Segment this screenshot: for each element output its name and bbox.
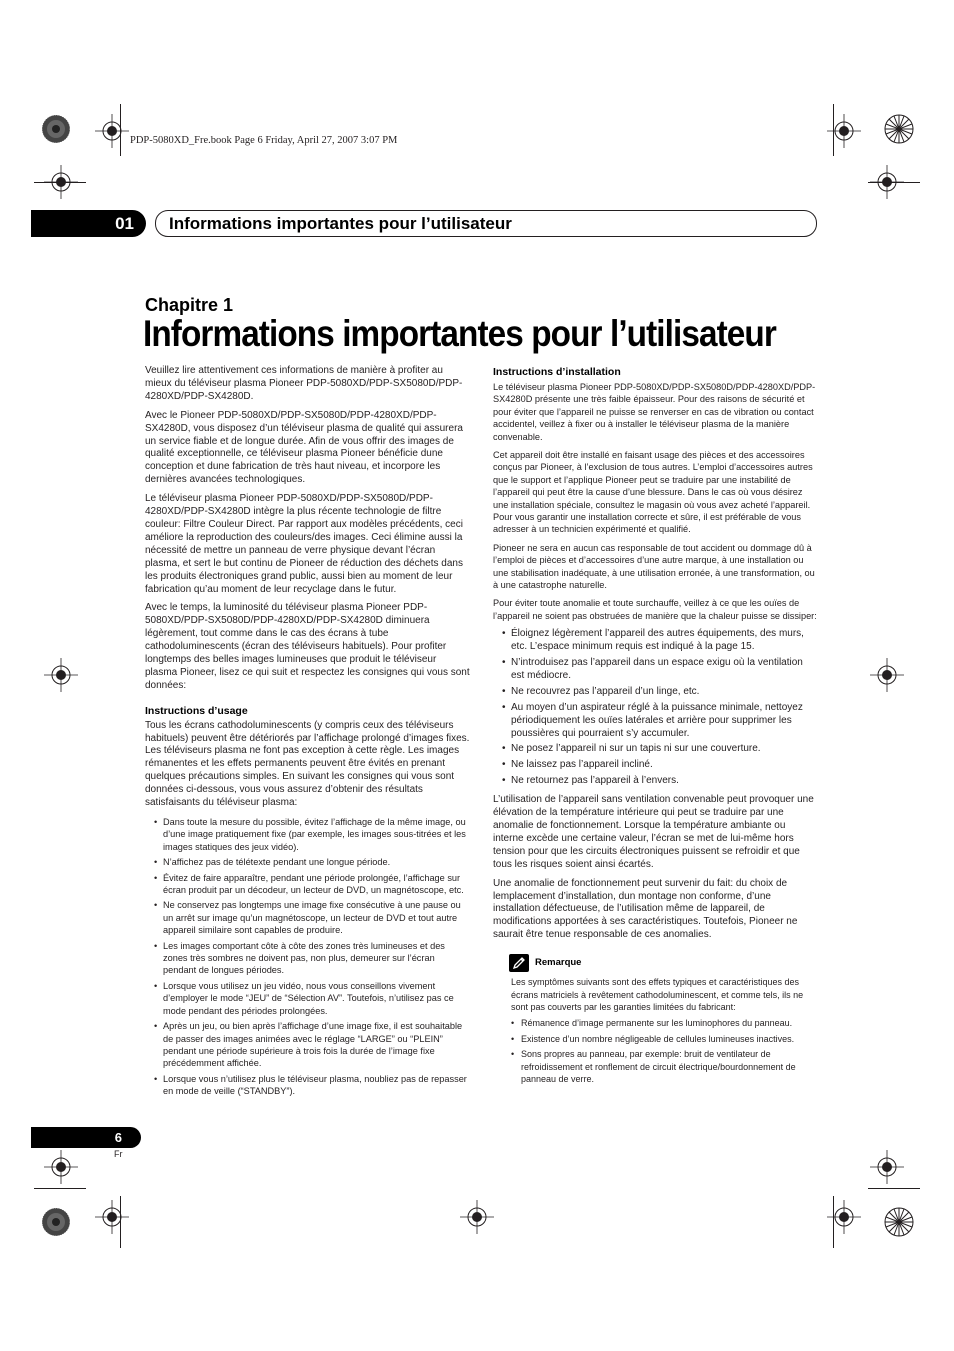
intro-paragraph: Veuillez lire attentivement ces informations de manière à profiter au mieux du téléviseur plasma Pioneer PDP-5080XD/PDP-SX5080D/PDP-4280XD/PDP-SX4280D.: [145, 365, 463, 402]
pencil-note-icon: [509, 954, 529, 972]
chapter-number: 01: [115, 213, 134, 233]
usage-intro: Tous les écrans cathodoluminescents (y compris ceux des téléviseurs habituels) peuvent être détériorés par l’affichage prolongé d’images fixes. Les téléviseurs plasma ne font pas exception à cette règle. Les images rémanentes et les effets permanents peuvent être évités en prenant quelques précautions simples. En suivant les consignes qui vous sont données ci-dessous, vous vous assurez d’obtenir des résultats satisfaisants du téléviseur plasma:: [145, 719, 470, 809]
list-item: • Ne conservez pas longtemps une image fixe consécutive à une pause ou un arrêt sur image qu’un magnétoscope, un lecteur de DVD et tout autre appareil similaire sont capables de produire.: [145, 899, 470, 936]
registration-sunburst-top-left: [41, 114, 71, 144]
chapter-number-tab: [31, 210, 146, 237]
list-item: • Lorsque vous utilisez un jeu vidéo, nous vous conseillons vivement d’employer le mode “JEU” de “Sélection AV”. Toutefois, n’utilisez pas ce mode pendant des périodes prolongées.: [145, 980, 470, 1017]
registration-sunburst-top-right: [884, 114, 914, 144]
remark-intro: Les symptômes suivants sont des effets typiques et caractéristiques des écrans matriciels à revêtement cathodoluminescent, et comme tels, ils ne sont pas couverts par les garanties limitées du fabricant:: [511, 977, 804, 1012]
page-language: Fr: [114, 1149, 123, 1159]
crosshair-mark-icon: [870, 1150, 904, 1184]
remark-title: Remarque: [535, 956, 582, 968]
remark-list: [511, 1017, 817, 1085]
list-item: • Les images comportant côte à côte des zones très lumineuses et des zones très sombres ne doivent pas, non plus, demeurer sur l’écran pendant de longues périodes.: [145, 940, 470, 977]
crop-line: [833, 104, 834, 156]
install-paragraph: Pour éviter toute anomalie et toute surchauffe, veillez à ce que les ouïes de l’appareil ne soient pas obstruées de manière que la chaleur puisse se dissiper:: [493, 598, 817, 621]
page-number-tab: [31, 1127, 141, 1148]
page-title: Informations importantes pour l’utilisateur: [143, 313, 776, 354]
chapter-bar-title: Informations importantes pour l’utilisateur: [169, 213, 512, 233]
usage-heading: Instructions d’usage: [145, 704, 248, 717]
ventilation-paragraph: L’utilisation de l’appareil sans ventilation convenable peut provoquer une élévation de la température intérieure qui peut se traduire par une anomalie de fonctionnement. Lorsque la température ambiante ou interne excède une certaine valeur, l’écran se met de lui-même hors tension pour que les circuits électroniques puissent se refroidir et que tous les risques soient ainsi écartés.: [493, 794, 814, 870]
list-item: • Lorsque vous n’utilisez plus le téléviseur plasma, noubliez pas de repasser en mode de veille (“STANDBY”).: [145, 1073, 470, 1098]
list-item: • Ne laissez pas l’appareil incliné.: [493, 759, 817, 772]
chapter-title-bar: [155, 210, 817, 237]
page-number: 6: [114, 1130, 122, 1145]
book-file-header: PDP-5080XD_Fre.book Page 6 Friday, April 27, 2007 3:07 PM: [130, 135, 398, 146]
remark-body: [511, 976, 817, 1085]
registration-sunburst-bottom-right: [884, 1207, 914, 1237]
list-item: • Ne retournez pas l’appareil à l’envers.: [493, 775, 817, 788]
install-list: [493, 628, 817, 788]
usage-list: [145, 816, 470, 1098]
right-column: [493, 366, 817, 1091]
install-paragraph: Le téléviseur plasma Pioneer PDP-5080XD/PDP-SX5080D/PDP-4280XD/PDP-SX4280D présente une très faible épaisseur. Pour des raisons de sécurité et pour éviter que l’appareil ne puisse se renverser en cas de vibration ou contact accidentel, veillez à fixer ou à installer le téléviseur plasma de la manière convenable.: [493, 381, 816, 442]
list-item: • N’affichez pas de télétexte pendant une longue période.: [145, 856, 470, 868]
list-item: • Rémanence d’image permanente sur les luminophores du panneau.: [511, 1017, 817, 1029]
list-item: • Ne recouvrez pas l’appareil d’un linge, etc.: [493, 686, 817, 699]
crop-line: [34, 182, 86, 183]
registration-sunburst-bottom-left: [41, 1207, 71, 1237]
crop-line: [120, 1196, 121, 1248]
crosshair-mark-icon: [95, 114, 129, 148]
intro-paragraph: Le téléviseur plasma Pioneer PDP-5080XD/PDP-SX5080D/PDP-4280XD/PDP-SX4280D intègre la plus récente technologie de filtre couleur: Filtre Couleur Direct. Par rapport aux modèles précédents, ceci améliore la reproduction des couleurs/des images. Ceci élimine aussi la nécessité de mettre un panneau de verre physique devant l’écran plasma, et sert le but continu de Pioneer de réduction des déchets dans les produits électroniques grand public, aussi bien au moment de leur fabrication qu’au moment de leur recyclage dans le futur.: [145, 493, 463, 595]
crop-line: [833, 1196, 834, 1248]
list-item: • N’introduisez pas l’appareil dans un espace exigu où la ventilation est médiocre.: [493, 657, 817, 683]
intro-paragraph: Avec le temps, la luminosité du téléviseur plasma Pioneer PDP-5080XD/PDP-SX5080D/PDP-4280XD/PDP-SX4280D diminuera légèrement, tout comme dans le cas des écrans à tube cathodoluminescents (écran des téléviseurs habituels). Pour profiter longtemps des belles images lumineuses que produit le téléviseur plasma Pioneer, lisez ce qui suit et respectez les consignes qui vous sont données:: [145, 602, 470, 691]
crop-line: [868, 1188, 920, 1189]
left-column: [145, 365, 470, 1104]
crosshair-mark-icon: [95, 1200, 129, 1234]
list-item: • Existence d’un nombre négligeable de cellules lumineuses inactives.: [511, 1033, 817, 1045]
list-item: • Sons propres au panneau, par exemple: bruit de ventilateur de refroidissement et ronflement de circuit électrique/bourdonnement de panneau de verre.: [511, 1048, 817, 1085]
list-item: • Au moyen d’un aspirateur réglé à la puissance minimale, nettoyez périodiquement les ouïes latérales et arrière pour supprimer les poussières qui pourraient s’y accumuler.: [493, 702, 817, 741]
anomaly-paragraph: Une anomalie de fonctionnement peut survenir du fait: du choix de lemplacement d’installation, dun montage non conforme, d’une installation défectueuse, de l’utilisation même de lappareil, de modifications apportées à ses caractéristiques. Toutefois, Pioneer ne saurait être tenue responsable de ces anomalies.: [493, 877, 798, 941]
crosshair-mark-icon: [460, 1200, 494, 1234]
crosshair-mark-icon: [44, 1150, 78, 1184]
list-item: • Après un jeu, ou bien après l’affichage d’une image fixe, il est souhaitable de passer des images animées avec le réglage “LARGE” ou “PLEIN” pendant une période supérieure à trois fois la durée de l’image fixe précédemment affichée.: [145, 1020, 470, 1070]
crosshair-mark-icon: [44, 658, 78, 692]
crosshair-mark-icon: [870, 658, 904, 692]
list-item: • Dans toute la mesure du possible, évitez l’affichage de la même image, ou d’une image pratiquement fixe (par exemple, les images sous-titrées et les images statiques des jeux vidéo).: [145, 816, 470, 853]
install-paragraph: Cet appareil doit être installé en faisant usage des pièces et des accessoires conçus par Pioneer, à l’exclusion de tous autres. L’emploi d’accessoires autres que le support et l’applique Pioneer peut se traduire par une instabilité de l’appareil qui peut être la cause d’une blessure. Dans le cas où vous désirez une installation spéciale, consultez le magasin où vous avez acheté l’appareil. Pour vous garantir une installation correcte et sûre, il est préférable de vous adresser à un technicien expérimenté et qualifié.: [493, 449, 813, 535]
list-item: • Évitez de faire apparaître, pendant une période prolongée, l’affichage sur écran produit par un décodeur, un lecteur de DVD, un magnétoscope, etc.: [145, 872, 470, 897]
chapter-label: Chapitre 1: [145, 295, 234, 315]
install-heading: Instructions d’installation: [493, 366, 621, 378]
remark-header: [509, 954, 817, 972]
list-item: • Ne posez l’appareil ni sur un tapis ni sur une couverture.: [493, 743, 817, 756]
install-paragraph: Pioneer ne sera en aucun cas responsable de tout accident ou dommage dû à l’emploi de pièces et d’accessoires d’une autre marque, à une installation ou une stabilisation inadéquate, à une utilisation erronée, à une transformation, ou à une catastrophe naturelle.: [493, 542, 815, 590]
crop-line: [34, 1188, 86, 1189]
list-item: • Éloignez légèrement l’appareil des autres équipements, des murs, etc. L’espace minimum requis est indiqué à la page 15.: [493, 628, 817, 654]
intro-paragraph: Avec le Pioneer PDP-5080XD/PDP-SX5080D/PDP-4280XD/PDP-SX4280D, vous disposez d’un téléviseur plasma de qualité qui assurera un service fiable et de longue durée. Afin de vous offrir des images de qualité exceptionnelle, ce téléviseur plasma Pioneer bénéficie dune conception et dune fabrication de très haut niveau, et incorpore les dernières avancées technologiques.: [145, 409, 463, 486]
crop-line: [120, 104, 121, 156]
crop-line: [868, 182, 920, 183]
